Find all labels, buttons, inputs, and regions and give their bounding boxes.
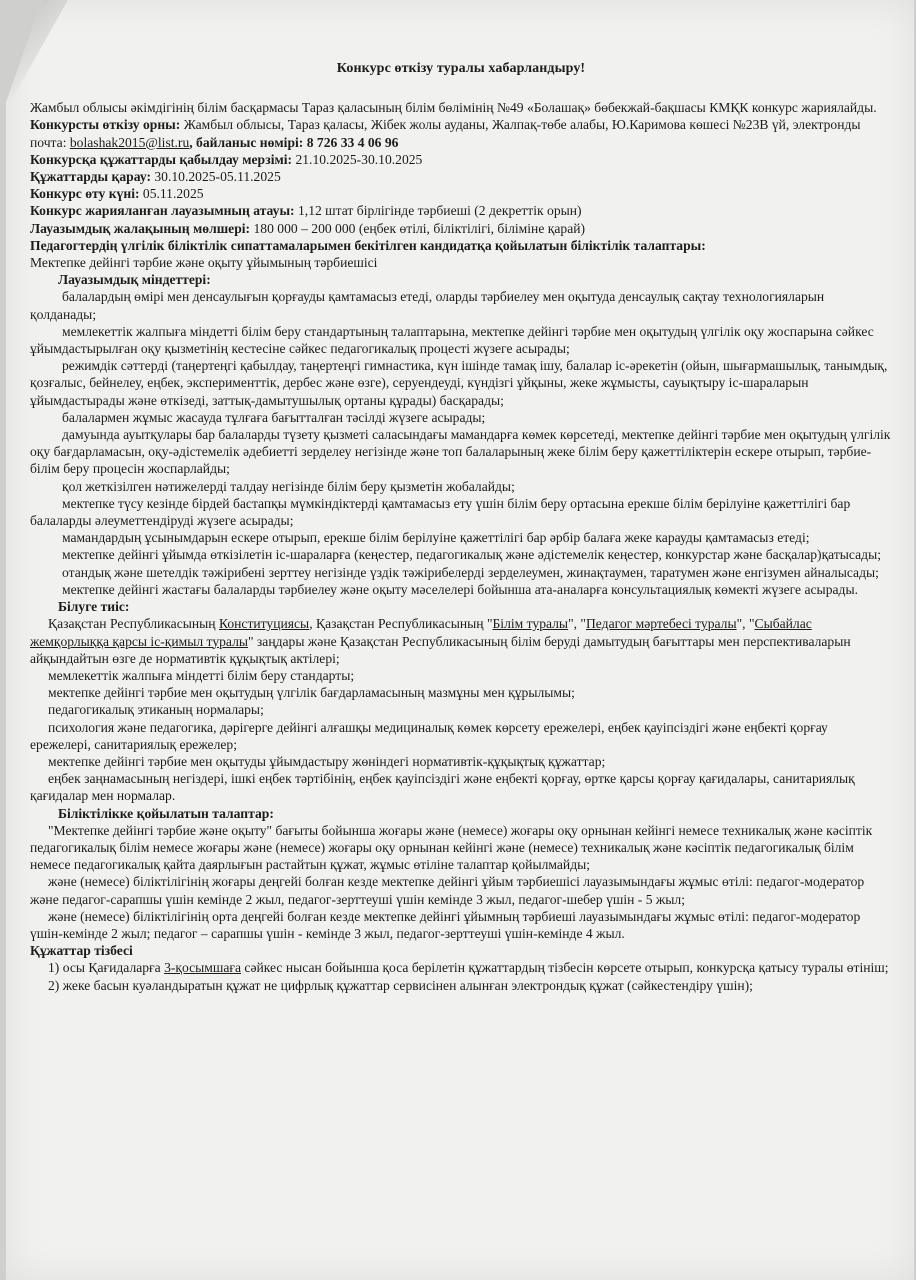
- duty-item: мамандардың ұсынымдарын ескере отырып, ерекше білім берілуіне қажеттілігі бар әрбір балаға жеке карауды қамтамасыз етеді;: [62, 530, 810, 546]
- documents-list-item: [30, 959, 892, 976]
- duty-item: мектепке түсу кезінде бірдей бастапқы мүмкіндіктерді қамтамасыз ету үшін білім беру ортасына ерекше білім берілуіне қажеттілігі бар балаларды әлеуметтендіруді жүзеге асырады;: [30, 495, 851, 529]
- duty-item: балалардың өмірі мен денсаулығын қорғауды қамтамасыз етеді, оларды тәрбиелеу мен оқытуда денсаулық сақтау технологияларын қолданады;: [30, 289, 825, 322]
- knowledge-item: мемлекеттік жалпыға міндетті білім беру стандарты;: [48, 667, 355, 683]
- duty-item: балалармен жұмыс жасауда тұлғаға бағытталған тәсілді жүзеге асырады;: [62, 409, 486, 425]
- contest-date-value: 05.11.2025: [139, 186, 204, 202]
- teacher-status-law-link[interactable]: Педагог мәртебесі туралы: [585, 616, 737, 632]
- salary-label: Лауазымдық жалақының мөлшері:: [30, 220, 251, 236]
- email-link[interactable]: bolashak2015@list.ru: [69, 134, 190, 150]
- documents-list-heading: Құжаттар тізбесі: [30, 943, 133, 959]
- duty-item: қол жеткізілген нәтижелерді талдау негізінде білім беру қызметін жобалайды;: [62, 478, 515, 494]
- qualification-item: және (немесе) біліктілігінің орта деңгейі болған кезде мектепке дейінгі ұйымның тәрбиеші лауазымындағы жұмыс өтілі: педагог-модератор үшін-кемінде 2 жыл; педагог – сарапшы үшін - кемінде 3 жыл, педагог-зерттеуші үшін-кемінде 4 жыл.: [30, 908, 861, 941]
- phone-label: , байланыс нөмірі:: [189, 134, 304, 150]
- review-value: 30.10.2025-05.11.2025: [150, 169, 281, 185]
- contest-date-label: Конкурс өту күні:: [30, 186, 140, 202]
- documents-list-text: сәйкес нысан бойынша қоса берілетін құжаттардың тізбесін көрсете отырып, конкурсқа қатысу туралы өтініш;: [241, 960, 889, 976]
- knowledge-text: Қазақстан Республикасының: [48, 616, 219, 632]
- requirements-heading: Педагогтердің үлгілік біліктілік сипаттамаларымен бекітілген кандидатқа қойылатын біліктілік талаптары:: [30, 237, 706, 253]
- knowledge-text: , Қазақстан Республикасының ": [309, 616, 493, 632]
- documents-list-text: 1) осы Қағидаларға: [48, 960, 165, 976]
- venue-value: Жамбыл облысы, Тараз қаласы, Жібек жолы ауданы, Жалпақ-төбе алабы, Ю.Каримова көшесі №23В үй, электронды почта:: [30, 117, 861, 150]
- venue-line: [30, 116, 892, 150]
- review-line: [30, 168, 892, 185]
- duty-item: дамуында ауытқулары бар балаларды түзету қызметі саласындағы мамандарға көмек көрсетеді, мектепке дейінгі тәрбие мен оқытудың үлгілік оқу бағдарламасын, оқу-әдістемелік әдебиетті зерделеу негізінде және топ балаларының жеке білім беру қажеттіліктерін ескере отырып, тәрбие-білім беру процесін жоспарлайды;: [30, 427, 891, 477]
- intro-paragraph: Жамбыл облысы әкімдігінің білім басқармасы Тараз қаласының білім бөлімінің №49 «Болашақ» бөбекжай-бақшасы КМҚК конкурс жариялайды.: [30, 100, 877, 116]
- docs-period-line: [30, 151, 892, 168]
- duty-item: отандық және шетелдік тәжірибені зерттеу негізінде үздік тәжірибелерді зерделеумен, жинақтаумен, таратумен және енгізумен айналысады;: [62, 564, 879, 580]
- duties-heading: Лауазымдық міндеттері:: [58, 272, 211, 288]
- announcement-document: [30, 60, 892, 994]
- knowledge-item: еңбек заңнамасының негіздері, ішкі еңбек тәртібінің, еңбек қауіпсіздігі және еңбекті қорғау, өртке қарсы қорғау қағидалары, санитариялық қағидалар мен нормалар.: [30, 771, 855, 804]
- knowledge-text: ", ": [736, 616, 755, 632]
- salary-line: [30, 220, 892, 237]
- venue-label: Конкурсты өткізу орны:: [30, 117, 181, 133]
- position-label: Конкурс жарияланған лауазымның атауы:: [30, 203, 295, 219]
- docs-period-value: 21.10.2025-30.10.2025: [292, 151, 423, 167]
- knowledge-item: педагогикалық этиканың нормалары;: [48, 702, 264, 718]
- knowledge-item: психология және педагогика, дәрігерге дейінгі алғашқы медициналық көмек көрсету ережелері, еңбек қауіпсіздігі және еңбекті қорғау ережелері, санитариялық ережелер;: [30, 719, 828, 752]
- anti-corruption-law-link[interactable]: Сыбайлас жемқорлыққа қарсы іс-қимыл туралы: [30, 616, 812, 649]
- knowledge-item: мектепке дейінгі тәрбие мен оқытудың үлгілік бағдарламасының мазмұны мен құрылымы;: [48, 685, 575, 701]
- knowledge-item: мектепке дейінгі тәрбие мен оқытуды ұйымдастыру жөніндегі нормативтік-құқықтық құжаттар;: [48, 753, 606, 769]
- phone-value: 8 726 33 4 06 96: [303, 134, 399, 150]
- education-law-link[interactable]: Білім туралы: [492, 616, 569, 632]
- qualification-item: "Мектепке дейінгі тәрбие және оқыту" бағыты бойынша жоғары және (немесе) жоғары оқу орнынан кейінгі немесе техникалық және кәсіптік педагогикалық білім немесе жоғары және (немесе) жоғары оқу орнынан кейінгі және (немесе) техникалық және кәсіптік педагогикалық білім немесе педагогикалық қайта даярлығын растайтын құжат, жұмыс өтіліне талаптар қойылмайды;: [30, 822, 873, 873]
- qualification-heading: Біліктілікке қойылатын талаптар:: [58, 805, 274, 821]
- review-label: Құжаттарды қарау:: [30, 169, 151, 185]
- document-title: Конкурс өткізу туралы хабарландыру!: [336, 61, 586, 76]
- appendix-3-link[interactable]: 3-қосымшаға: [164, 960, 242, 976]
- duty-item: мектепке дейінгі жастағы балаларды тәрбиелеу және оқыту мәселелері бойынша ата-аналарға консультациялық көмекті жүзеге асырады.: [62, 581, 858, 597]
- position-value: 1,12 штат бірлігінде тәрбиеші (2 декреттік орын): [294, 203, 582, 219]
- knowledge-heading: Білуге тиіс:: [58, 599, 130, 615]
- qualification-item: және (немесе) біліктілігінің жоғары деңгейі болған кезде мектепке дейінгі ұйым тәрбиешісі лауазымындағы жұмыс өтілі: педагог-модератор және педагог-сарапшы үшін кемінде 2 жыл, педагог-зерттеуші үшін кемінде 3 жыл, педагог-шебер үшін - 5 жыл;: [30, 874, 865, 907]
- knowledge-text: ", ": [568, 616, 586, 632]
- duty-item: мемлекеттік жалпыға міндетті білім беру стандартының талаптарына, мектепке дейінгі тәрбие мен оқытудың үлгілік оқу жоспарына сәйкес ұйымдастырылған оқу қызметінің кестесіне сәйкес педагогикалық процесті жүзеге асырады;: [30, 323, 874, 357]
- constitution-link[interactable]: Конституциясы: [218, 616, 310, 632]
- knowledge-text: " заңдары және Қазақстан Республикасының білім беруді дамытудың бағыттары мен перспективаларын айқындайтын өзге де нормативтік құқықтық актілері;: [30, 633, 851, 666]
- contest-date-line: [30, 185, 892, 202]
- documents-list-item: 2) жеке басын куәландыратын құжат не цифрлық құжаттар сервисінен алынған электрондық құжат (сәйкестендіру үшін);: [48, 977, 753, 993]
- position-line: [30, 202, 892, 219]
- duty-item: мектепке дейінгі ұйымда өткізілетін іс-шараларға (кеңестер, педагогикалық және әдістемелік кеңестер, конкурстар және басқалар)қатысады;: [62, 547, 881, 563]
- knowledge-laws-paragraph: [30, 615, 892, 667]
- docs-period-label: Конкурсқа құжаттарды қабылдау мерзімі:: [30, 151, 293, 167]
- salary-value: 180 000 – 200 000 (еңбек өтілі, біліктілігі, біліміне қарай): [250, 220, 586, 236]
- duty-item: режимдік сәттерді (таңертеңгі қабылдау, таңертеңгі гимнастика, күн ішінде тамақ ішу, балалар іс-әрекетін (ойын, шығармашылық, танымдық, қозғалыс, бейнелеу, еңбек, эксперименттік, дербес және өзге), серуендеуді, күндізгі ұйқыны, жеке жұмысты, сауықтыру іс-шараларын ұйымдастырады және өткізеді, заттық-дамытушылық ортаны құрады) басқарады;: [30, 358, 888, 408]
- organization-line: Мектепке дейінгі тәрбие және оқыту ұйымының тәрбиешісі: [30, 255, 378, 271]
